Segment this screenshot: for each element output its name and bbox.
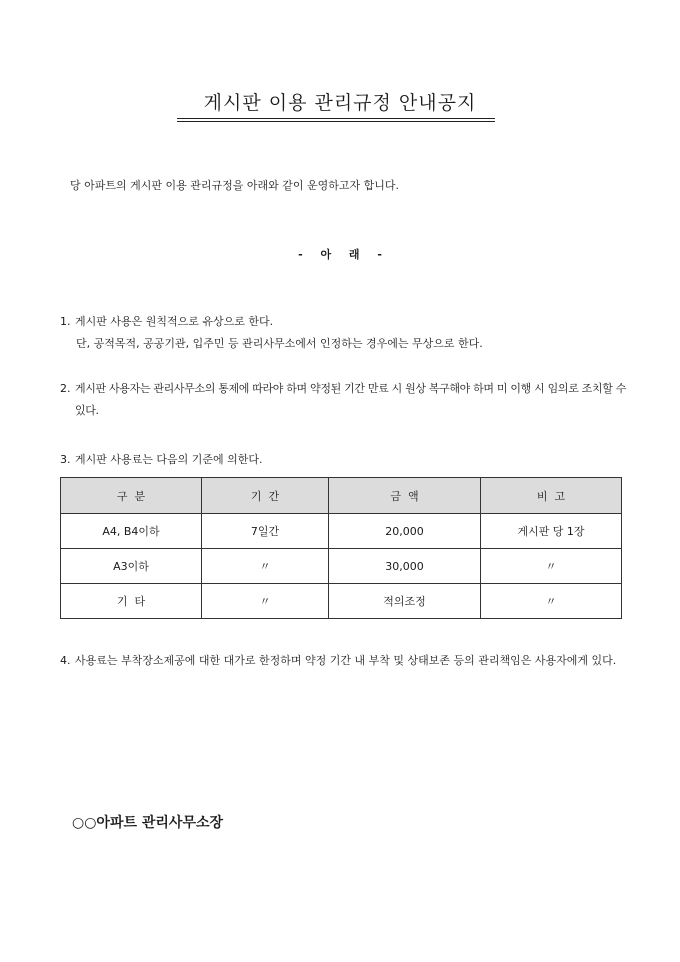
rule-text: 게시판 사용자는 관리사무소의 통제에 따라야 하며 약정된 기간 만료 시 원상 복구해야 하며 미 이행 시 임의로 조치할 수 있다. (75, 382, 626, 417)
cell-period: 7일간 (202, 514, 329, 549)
cell-amount: 20,000 (329, 514, 481, 549)
table-row (61, 514, 622, 549)
header-remarks: 비 고 (481, 478, 622, 514)
title-underline-top (177, 118, 495, 119)
cell-amount: 30,000 (329, 549, 481, 584)
rule-number: 1. (60, 315, 71, 328)
rule-number: 4. (60, 654, 71, 667)
table-row (61, 549, 622, 584)
title-underline-bottom (177, 121, 495, 122)
cell-period: 〃 (202, 549, 329, 584)
rule-text: 게시판 사용료는 다음의 기준에 의한다. (75, 453, 263, 466)
cell-remarks: 게시판 당 1장 (481, 514, 622, 549)
cell-remarks: 〃 (481, 584, 622, 619)
rule-number: 2. (60, 382, 71, 395)
rule-number: 3. (60, 453, 71, 466)
rule-item-1 (60, 311, 626, 355)
fee-table (60, 477, 622, 619)
cell-category: A3이하 (61, 549, 202, 584)
header-period: 기 간 (202, 478, 329, 514)
header-category: 구 분 (61, 478, 202, 514)
table-row (61, 584, 622, 619)
rule-item-2 (60, 378, 626, 422)
signature: ○○아파트 관리사무소장 (72, 815, 224, 831)
header-amount: 금 액 (329, 478, 481, 514)
fee-table-header-row (61, 478, 622, 514)
cell-period: 〃 (202, 584, 329, 619)
rule-item-3 (60, 449, 626, 471)
cell-amount: 적의조정 (329, 584, 481, 619)
rule-item-4 (60, 650, 626, 672)
page-title: 게시판 이용 관리규정 안내공지 (203, 92, 477, 114)
cell-remarks: 〃 (481, 549, 622, 584)
rule-text: 게시판 사용은 원칙적으로 유상으로 한다. (75, 315, 274, 328)
rule-subtext: 단, 공적목적, 공공기관, 입주민 등 관리사무소에서 인정하는 경우에는 무상으로 한다. (76, 337, 483, 350)
cell-category: A4, B4이하 (61, 514, 202, 549)
note-heading: - 아 래 - (298, 248, 382, 261)
intro-text: 당 아파트의 게시판 이용 관리규정을 아래와 같이 운영하고자 합니다. (70, 179, 399, 192)
cell-category: 기 타 (61, 584, 202, 619)
rule-text: 사용료는 부착장소제공에 대한 대가로 한정하며 약정 기간 내 부착 및 상태보존 등의 관리책임은 사용자에게 있다. (75, 654, 617, 667)
